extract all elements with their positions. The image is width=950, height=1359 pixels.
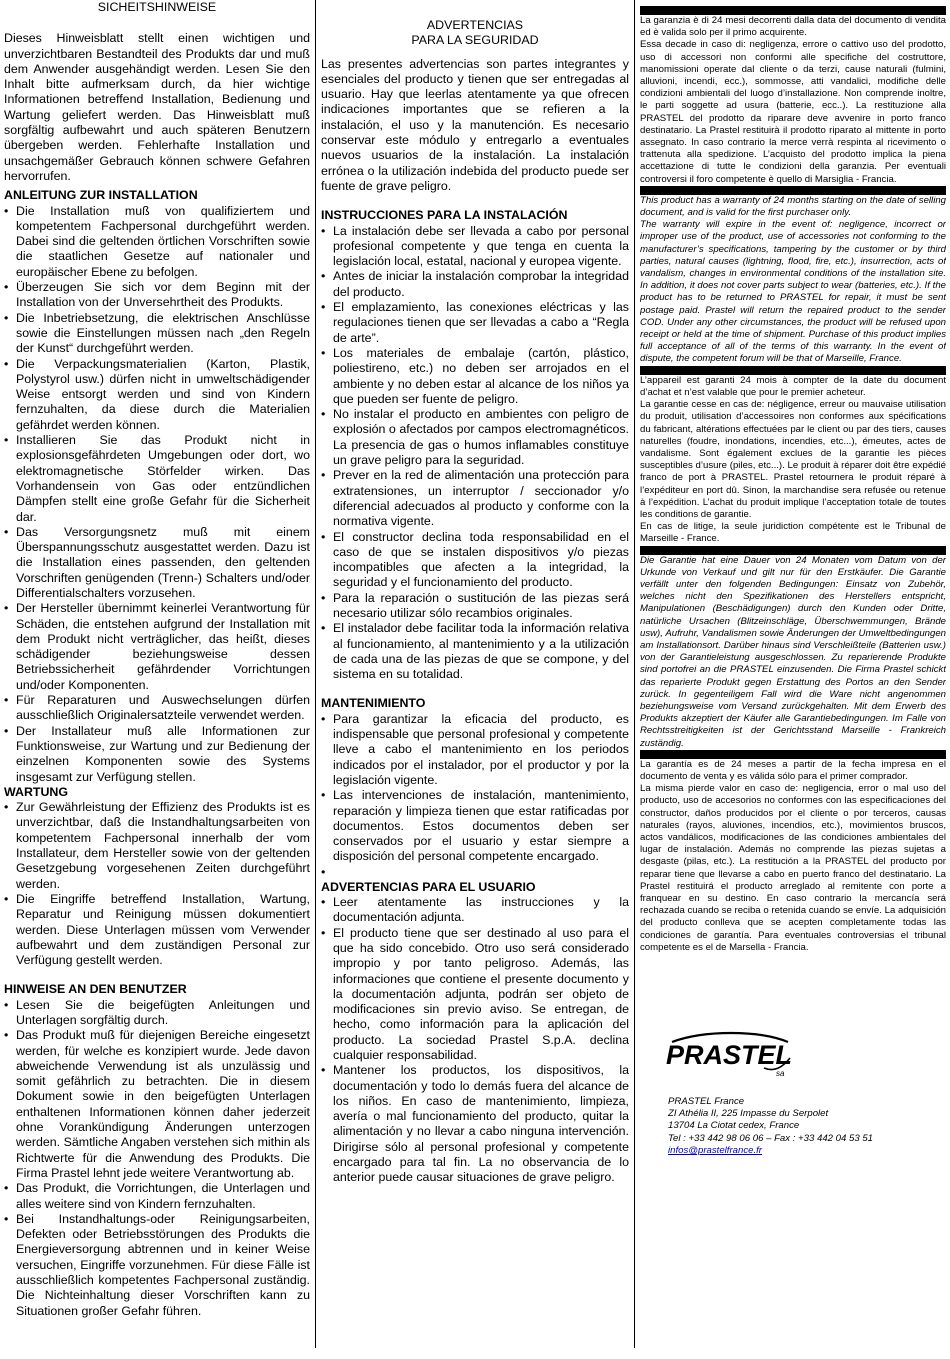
- list-item: • Das Versorgungsnetz muß mit einem Überspannungsschutz ausgestattet werden. Dazu ist die Installation eines passenden, den geltenden Vorschriften genügenden (Trenn-) Schalters und/oder Differentialschalters vorzusehen.: [4, 525, 310, 601]
- list-item: • Para la reparación o sustitución de las piezas será necesario utilizar sólo recambios originales.: [321, 591, 629, 622]
- column-divider: [315, 0, 316, 1348]
- german-intro: Dieses Hinweisblatt stellt einen wichtigen und unverzichtbaren Bestandteil des Produkts dar und muß dem Anwender ausgehändigt werden. Lesen Sie den Inhalt bitte aufmerksam durch, da hier wichtige Informationen betreffend Installation, Bedienung und Wartung geliefert werden. Das Hinweisblatt muß sorgfältig aufbewahrt und auch späteren Benutzern übergeben werden. Fehlerhafte Installation und unsachgemäßer Gebrauch können schwere Gefahren hervorrufen.: [4, 31, 310, 183]
- list-item: • Installieren Sie das Produkt nicht in explosionsgefährdeten Umgebungen oder dort, wo elektromagnetische Störfelder wirken. Das Vorhandensein von Gas oder entzündlichen Dämpfen stellt eine große Gefahr für die Sicherheit dar.: [4, 433, 310, 525]
- logo-wordmark: PRASTEL: [666, 1040, 793, 1071]
- list-item: • Leer atentamente las instrucciones y la documentación adjunta.: [321, 895, 629, 926]
- list-item: • Las intervenciones de instalación, mantenimiento, reparación y limpieza tienen que estar ratificadas por documentos. Estos documentos deben ser conservados por el usuario y estar siempre a disposición del personal competente encargado.: [321, 788, 629, 864]
- phone-fax: Tel : +33 442 98 06 06 – Fax : +33 442 04 53 51: [668, 1132, 874, 1144]
- email-link[interactable]: infos@prastelfrance.fr: [668, 1144, 762, 1156]
- list-item: • Mantener los productos, los dispositivos, la documentación y todo lo demás fuera del alcance de los niños. En caso de mantenimiento, limpieza, avería o mal funcionamiento del producto, quitar la alimentación y no llevar a cabo ninguna intervención. Dirigirse sólo al personal profesional y competente encargado para tal fin. La no observancia de lo anterior puede causar situaciones de grave peligro.: [321, 1063, 629, 1185]
- prastel-logo: [664, 1028, 794, 1078]
- german-maintenance-list: [4, 800, 310, 968]
- warranty-fr-para: La garantie cesse en cas de: négligence, erreur ou mauvaise utilisation du produit, utilisation d’accessoires non conformes aux spécifications du fabricant, altérations effectuées par le client ou par des tiers, causes naturelles (foudre, inondations, incendies, etc...), émeutes, actes de vandalisme. Sont également exclues de la garantie les pièces susceptibles d’usure (piles, etc...). Le produit à réparer doit être expédié franco de port à PRASTEL. Prastel retournera le produit réparé à l’expéditeur en port dû. Sinon, la marchandise sera refusée ou retenue à l’expédition. L’achat du produit implique l’acceptation totale de toutes les conditions de garantie.: [640, 399, 946, 520]
- list-item: • Die Verpackungsmaterialien (Karton, Plastik, Polystyrol usw.) dürfen nicht in umweltschädigender Weise entsorgt werden und sind von Kindern fernzuhalten, da diese durch die Materialien gefährdet werden können.: [4, 357, 310, 433]
- prastel-logo-graphic: [664, 1028, 794, 1078]
- german-install-list: [4, 204, 310, 785]
- warranty-en-para: This product has a warranty of 24 months starting on the date of selling document, and is valid for the first purchaser only.: [640, 194, 946, 219]
- list-item: • Zur Gewährleistung der Effizienz des Produkts ist es unverzichtbar, daß die Instandhaltungsarbeiten von kompetentem Fachpersonal innerhalb der vom Installateur, dem Hersteller sowie von der geltenden Gesetzgebung vorgesehenen Zeiten durchgeführt werden.: [4, 800, 310, 892]
- company-name: PRASTEL France: [668, 1096, 745, 1108]
- list-item: • Überzeugen Sie sich vor dem Beginn mit der Installation von der Unversehrtheit des Produkts.: [4, 280, 310, 311]
- list-item: • Prever en la red de alimentación una protección para extratensiones, un interruptor / seccionador y/o diferencial adecuados al producto y conforme con la normativa vigente.: [321, 468, 629, 529]
- list-item: • Antes de iniciar la instalación comprobar la integridad del producto.: [321, 269, 629, 300]
- logo-suffix: sa: [776, 1069, 785, 1079]
- warranty-column: [640, 0, 946, 1359]
- french-flag-bar: [640, 366, 946, 375]
- list-item: • Das Produkt muß für diejenigen Bereiche eingesetzt werden, für welche es konzipiert wurde. Jede davon abweichende Verwendung ist als unzulässig und somit gefährlich zu betrachten. Die in diesem Dokument sowie in den beigefügten Unterlagen enthaltenen Informationen können daher jederzeit ohne Vorankündigung Änderungen unterzogen werden. Sämtliche Angaben verstehen sich mithin als Richtwerte für die Anwendung des Produkts. Die Firma Prastel lehnt jede weitere Verantwortung ab.: [4, 1028, 310, 1181]
- german-maintenance-heading: WARTUNG: [4, 784, 69, 799]
- spanish-install-list: [321, 224, 629, 683]
- german-user-heading: HINWEISE AN DEN BENUTZER: [4, 982, 187, 997]
- warranty-it-para: Essa decade in caso di: negligenza, errore o cattivo uso del prodotto, uso di accessori non conformi alle specifiche del costruttore, manomissioni operate dal cliente o da terzi, cause naturali (fulmini, alluvioni, incendi, ecc.), sommosse, atti vandalici, modifiche delle condizioni ambientali del luogo d’installazione. Non comprende inoltre, le parti soggette ad usura (batterie, ecc..). La restituzione alla PRASTEL del prodotto da riparare deve avvenire in porto franco destinatario. La Prastel restituirà il prodotto riparato al mittente in porto assegnato. In caso contrario la merce verrà respinta al ricevimento o trattenuta alla spedizione. L’acquisto del prodotto implica la piena accettazione di tutte le condizioni della garanzia. Per eventuali controversi il foro competente è quello di Marsiglia - Francia.: [640, 39, 946, 185]
- list-item: • El producto tiene que ser destinado al uso para el que ha sido concebido. Otro uso será considerado impropio y por tanto peligroso. Además, las informaciones que contiene el presente documento y la documentación adjunta, podrán ser objeto de modificaciones sin previo aviso. Se entregan, de hecho, como información para la aplicación del producto. La sociedad Prastel S.p.A. declina cualquier responsabilidad.: [321, 926, 629, 1064]
- column-divider: [634, 0, 635, 1348]
- spanish-intro: Las presentes advertencias son partes integrantes y esenciales del producto y tienen que ser entregadas al usuario. Hay que leerlas atentamente ya que ofrecen indicaciones importantes que se refieren a la instalación, el uso y la manutención. Es necesario conservar este módulo y entregarlo a eventuales nuevos usuarios de la instalación. La instalación errónea o la utilización indebida del producto puede ser fuente de grave peligro.: [321, 56, 629, 193]
- warranty-es-para: La garantía es de 24 meses a partir de la fecha impresa en el documento de venta y es válida sólo para el primer comprador.: [640, 758, 946, 782]
- italian-flag-bar: [640, 6, 946, 15]
- list-item: • El constructor declina toda responsabilidad en el caso de que se instalen dispositivos y/o piezas incompatibles que afecten a la integridad, la seguridad y el funcionamiento del producto.: [321, 530, 629, 591]
- list-item: • Bei Instandhaltungs-oder Reinigungsarbeiten, Defekten oder Betriebsstörungen des Produkts die Energieversorgung abtrennen und in keiner Weise versuchen, Eingriffe vorzunehmen. Für diese Fälle ist ausschließlich kompetentes Fachpersonal zuständig. Die Nichteinhaltung dieser Vorschriften kann zu Situationen großer Gefahr führen.: [4, 1212, 310, 1319]
- spanish-column: [321, 0, 629, 1359]
- company-address: [668, 1096, 946, 1157]
- list-item: • El emplazamiento, las conexiones eléctricas y las regulaciones tienen que ser llevadas a cabo a “Regla de arte”.: [321, 300, 629, 346]
- english-flag-bar: [640, 186, 946, 195]
- address-line1: ZI Athélia II, 225 Impasse du Serpolet: [668, 1108, 829, 1120]
- spanish-title-line2: PARA LA SEGURIDAD: [411, 33, 539, 48]
- empty-list-item: [321, 865, 629, 880]
- list-item: • Der Hersteller übernimmt keinerlei Verantwortung für Schäden, die entstehen aufgrund der Installation mit dem Produkt nicht verträglicher, das heißt, dieses schädigender beziehungsweise dessen Betriebssicherheit gefährdender Vorrichtungen und/oder Komponenten.: [4, 601, 310, 693]
- spanish-maintenance-heading: MANTENIMIENTO: [321, 696, 426, 711]
- warranty-fr-para: En cas de litige, la seule juridiction compétente est le Tribunal de Marseille - France.: [640, 521, 946, 545]
- spanish-install-heading: INSTRUCCIONES PARA LA INSTALACIÓN: [321, 208, 568, 223]
- german-user-list: [4, 998, 310, 1319]
- spanish-flag-bar: [640, 750, 946, 759]
- list-item: • Für Reparaturen und Auswechselungen dürfen ausschließlich Originalersatzteile verwendet werden.: [4, 693, 310, 724]
- list-item: • Die Inbetriebsetzung, die elektrischen Anschlüsse sowie die Einstellungen müssen nach „den Regeln der Kunst“ durchgeführt werden.: [4, 311, 310, 357]
- list-item: • Der Installateur muß alle Informationen zur Funktionsweise, zur Wartung und zur Bedienung der einzelnen Komponenten sowie des Systems insgesamt zur Verfügung stellen.: [4, 724, 310, 785]
- warranty-it-para: La garanzia è di 24 mesi decorrenti dalla data del documento di vendita ed è valida solo per il primo acquirente.: [640, 15, 946, 39]
- list-item: • Die Eingriffe betreffend Installation, Wartung, Reparatur und Reinigung müssen dokumentiert werden. Diese Unterlagen müssen vom Verwender aufbewahrt und dem zuständigen Personal zur Verfügung gestellt werden.: [4, 892, 310, 968]
- german-column: [4, 0, 310, 1359]
- list-item: • La instalación debe ser llevada a cabo por personal profesional competente y que tenga en cuenta la legislación local, estatal, nacional y europea vigente.: [321, 224, 629, 270]
- list-item: • Para garantizar la eficacia del producto, es indispensable que personal profesional y competente lleve a cabo el mantenimiento en los periodos indicados por el instalador, por el productor y por la legislación vigente.: [321, 712, 629, 788]
- list-item: • No instalar el producto en ambientes con peligro de explosión o afectados por campos electromagnéticos. La presencia de gas o humos inflamables constituye un grave peligro para la seguridad.: [321, 407, 629, 468]
- list-item: • Das Produkt, die Vorrichtungen, die Unterlagen und alles weitere sind von Kindern fernzuhalten.: [4, 1181, 310, 1212]
- warranty-de-para: Die Garantie hat eine Dauer von 24 Monaten vom Datum von der Urkunde von Verkauf und gilt nur für den Erstkäufer. Die Garantie verfällt unter den folgenden Bedingungen: Einsatz von Zubehör, welches nicht den Spezifikationen des Herstellers entspricht, Manipulationen (Beschädigungen) durch den Kunden oder Dritte, natürliche Ursachen (Blitzeinschläge, Überschwemmungen, Brände usw), Aufruhr, Vandalismen sowie Änderungen der Umweltbedingungen am Installationsort. Darüber hinaus sind Verschleißteile (Batterien usw.) von der Garantieleistung ausgeschlossen. Zu reparierende Produkte sind portofrei an die PRASTEL einzusenden. Die Firma Prastel schickt das reparierte Produkt gegen Erstattung des Portos an den Sender zurück. In gegenteiligem Fall wird die Ware nicht angenommen beziehungsweise vom Versand zurückgehalten. Mit dem Erwerb des Produkts akzeptiert der Käufer alle Garantiebedingungen. Im Falle von Rechtsstreitigkeiten ist der Gerichtsstand Marseille - Frankreich zuständig.: [640, 554, 946, 749]
- spanish-maintenance-list: [321, 712, 629, 880]
- german-title: SICHEITSHINWEISE: [97, 0, 217, 14]
- german-flag-bar: [640, 546, 946, 555]
- spanish-user-list: [321, 895, 629, 1186]
- spanish-user-heading: ADVERTENCIAS PARA EL USUARIO: [321, 879, 536, 894]
- list-item: • Lesen Sie die beigefügten Anleitungen und Unterlagen sorgfältig durch.: [4, 998, 310, 1029]
- list-item: • Los materiales de embalaje (cartón, plástico, poliestireno, etc.) no deben ser arrojados en el ambiente y no deben estar al alcance de los niños ya que pueden ser fuente de peligro.: [321, 346, 629, 407]
- warranty-es-para: La misma pierde valor en caso de: negligencia, error o mal uso del producto, uso de accesorios no conformes con las especificaciones del constructor, daños producidos por el cliente o por terceros, causas naturales (rayos, aluviones, incendios, etc.), movimientos bruscos, actos vandálicos, modificaciones de las condiciones ambientales del lugar de instalación. Además no comprende las piezas sujetas a desgaste (pilas, etc.). La restitución a la PRASTEL del producto por reparar tiene que llevarse a cabo en puerto franco del destinatario. La Prastel restituirá el producto arreglado al remitente con porte a franquear en su destino. En caso contrario la mercancía será rechazada cuando se reciba o retenida cuando se envíe. La adquisición del producto conlleva que se acepten completamente todas las condiciones de garantía. Para eventuales controversias el tribunal competente es el de Marsella - Francia.: [640, 783, 946, 953]
- address-line2: 13704 La Ciotat cedex, France: [668, 1120, 800, 1132]
- warranty-en-para: The warranty will expire in the event of: negligence, incorrect or improper use of the product, use of accessories not conforming to the manufacturer’s specifications, tampering by the customer or by third parties, natural causes (lightning, flood, fire, etc.), insurrection, acts of vandalism, changes in environmental conditions of the installation site. In addition, it does not cover parts subject to wear (batteries, etc.). If the product has to be returned to PRASTEL for repair, it must be sent postage paid. Prastel will return the repaired product to the sender COD. Under any other circumstances, the product will be refused upon receipt or held at the time of shipment. Purchase of this product implies full acceptance of all of the terms of this warranty. In the event of dispute, the competent forum will be that of Marseille, France.: [640, 219, 946, 365]
- spanish-title-line1: ADVERTENCIAS: [426, 18, 524, 32]
- list-item: • Die Installation muß von qualifiziertem und kompetentem Fachpersonal durchgeführt werden. Dabei sind die geltenden örtlichen Vorschriften sowie die staatlichen Gesetze auf nationaler und europäischer Ebene zu befolgen.: [4, 204, 310, 280]
- german-install-heading: ANLEITUNG ZUR INSTALLATION: [4, 188, 198, 203]
- warranty-fr-para: L’appareil est garanti 24 mois à compter de la date du document d’achat et n’est valable que pour le premier acheteur.: [640, 374, 946, 398]
- list-item: • El instalador debe facilitar toda la información relativa al funcionamiento, al mantenimiento y a la utilización de cada una de las piezas de que se compone, y del sistema en su totalidad.: [321, 621, 629, 682]
